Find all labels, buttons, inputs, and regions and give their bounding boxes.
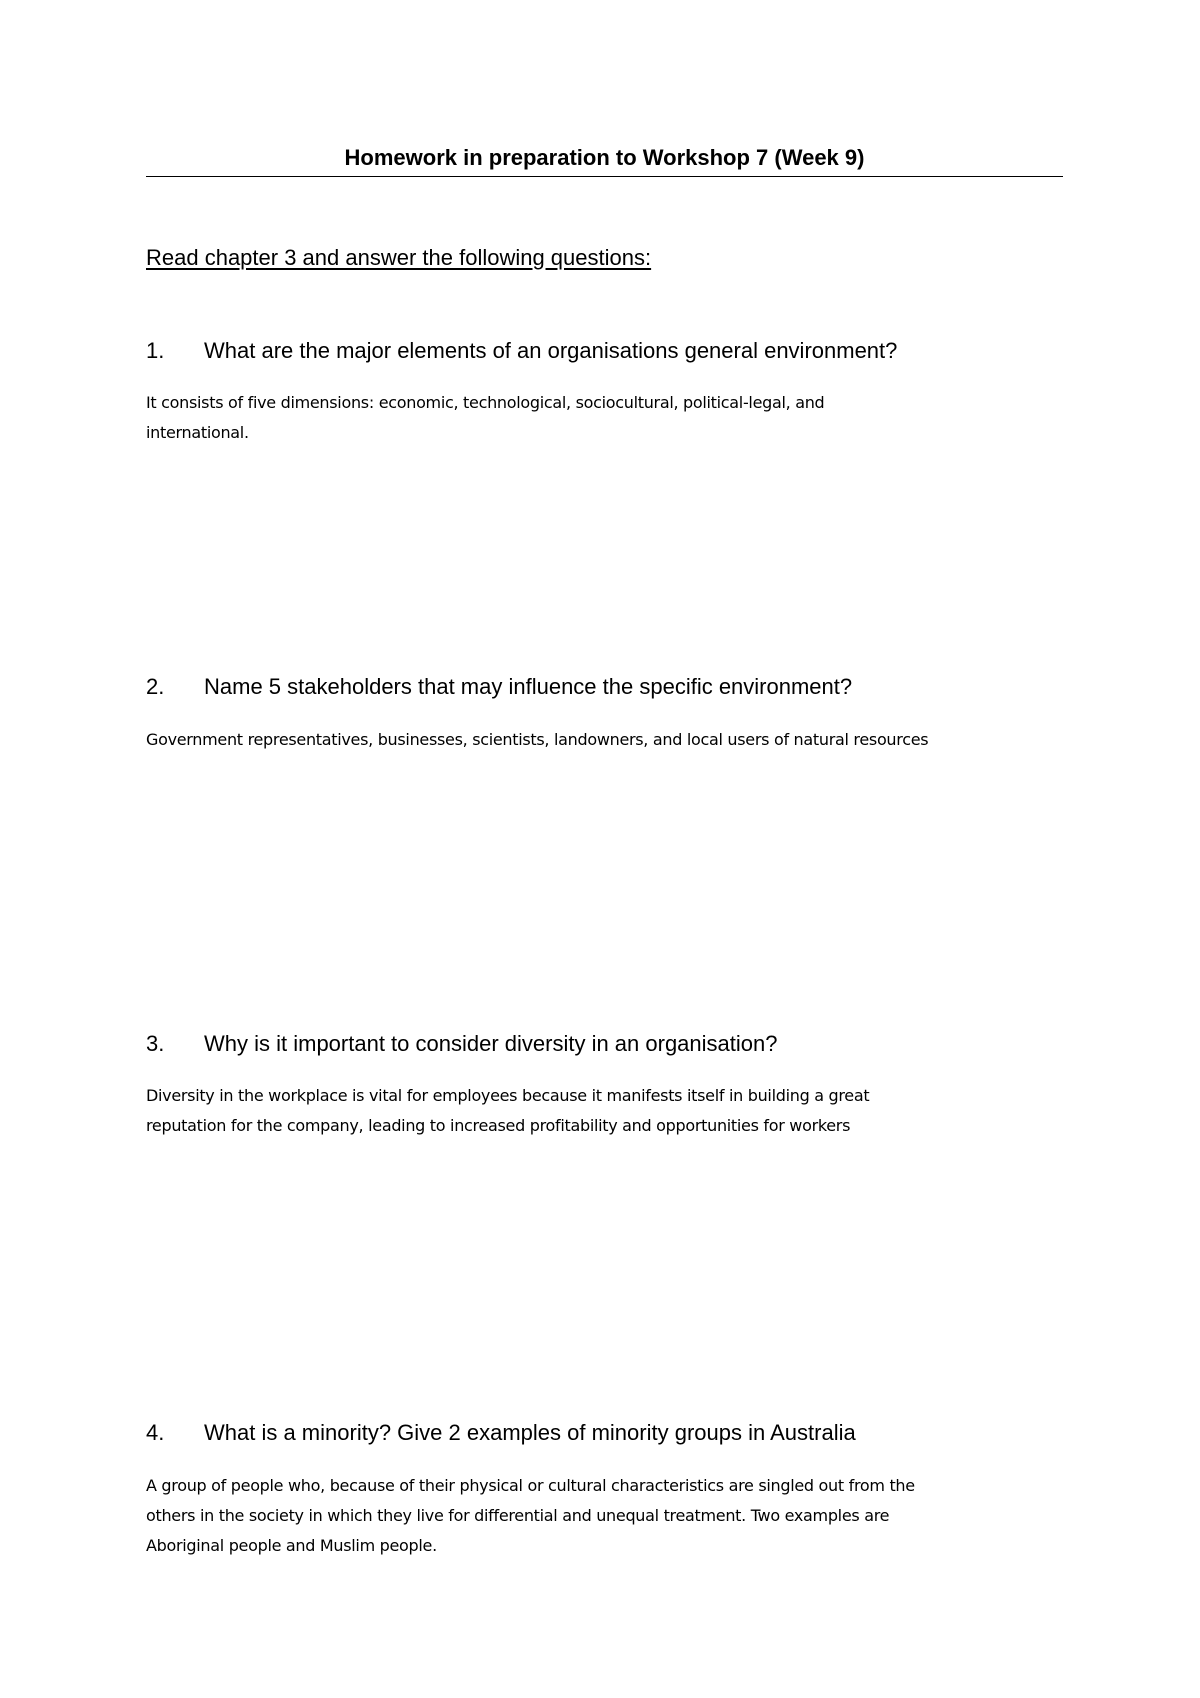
answer-line: Government representatives, businesses, scientists, landowners, and local users of natural resources [146,730,929,749]
question-number: 1. [146,338,165,363]
answer-line: others in the society in which they live for differential and unequal treatment. Two examples are [146,1506,890,1525]
answer-line: Aboriginal people and Muslim people. [146,1536,437,1555]
answer-line: It consists of five dimensions: economic, technological, sociocultural, political-legal, and [146,393,825,412]
question-text: Why is it important to consider diversity in an organisation? [204,1031,778,1056]
question-number: 3. [146,1031,165,1056]
question-2 [146,672,852,702]
title-block [146,143,1063,177]
answer-line: Diversity in the workplace is vital for employees because it manifests itself in building a great [146,1086,870,1105]
answer-line: A group of people who, because of their physical or cultural characteristics are singled out from the [146,1476,915,1495]
question-text: What are the major elements of an organisations general environment? [204,338,898,363]
answer-line: international. [146,423,249,442]
page-title: Homework in preparation to Workshop 7 (Week 9) [344,145,865,170]
question-3 [146,1029,777,1059]
question-text: Name 5 stakeholders that may influence the specific environment? [204,674,853,699]
answer-line: reputation for the company, leading to increased profitability and opportunities for workers [146,1116,851,1135]
question-4 [146,1418,856,1448]
answer-1 [146,388,1076,448]
question-1 [146,336,897,366]
question-number: 4. [146,1420,165,1445]
answer-2 [146,725,1076,755]
question-text: What is a minority? Give 2 examples of minority groups in Australia [204,1420,856,1445]
answer-3 [146,1081,1076,1141]
answer-4 [146,1471,1076,1561]
instruction-text: Read chapter 3 and answer the following questions: [146,245,652,270]
question-number: 2. [146,674,165,699]
